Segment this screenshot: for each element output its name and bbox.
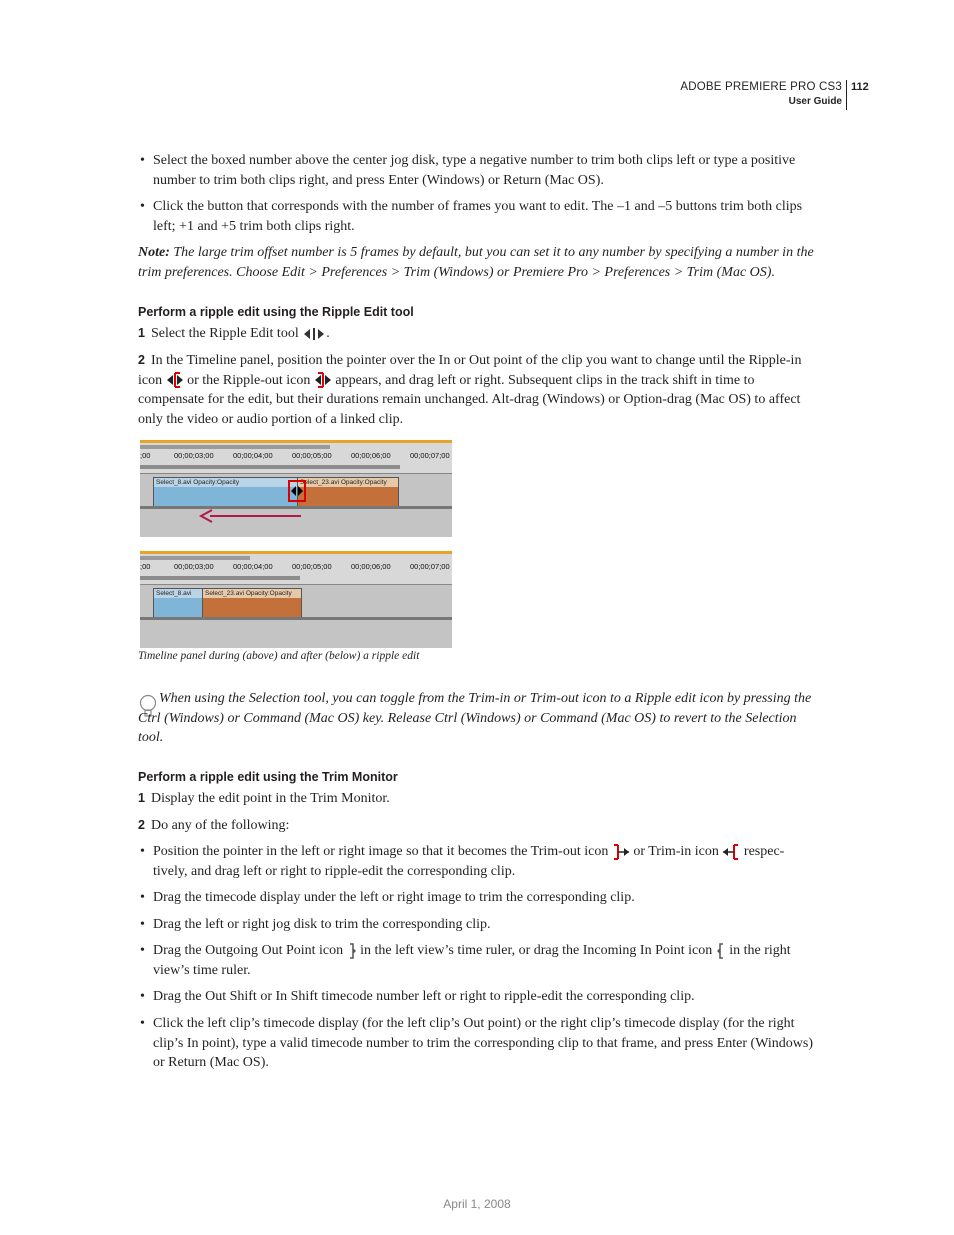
section-heading-ripple-tool: Perform a ripple edit using the Ripple Edit tool	[138, 305, 414, 319]
step-2: 2 In the Timeline panel, position the pointer over the In or Out point of the clip you want to change until the Ripple-in icon or the Ripple-out icon appears, and drag left or right. Subsequent clips in the track shift in time to compensate for the edit, but their durations remain unchanged. Alt-drag (Windows) or Option-drag (Mac OS) to affect only the video or audio portion of a linked clip.	[138, 353, 802, 427]
bullet-text: Drag the left or right jog disk to trim the corresponding clip.	[153, 917, 491, 932]
drag-direction-arrow	[198, 508, 303, 524]
section-heading-trim-monitor: Perform a ripple edit using the Trim Monitor	[138, 770, 398, 784]
step-number: 1	[138, 791, 145, 805]
tip-paragraph: When using the Selection tool, you can toggle from the Trim-in or Trim-out icon to a Ripple edit icon by pressing the Ctrl (Windows) or Command (Mac OS) key. Release Ctrl (Windows) or Command (Mac OS) to revert to the Selection tool.	[138, 691, 812, 746]
trim-out-icon	[612, 844, 630, 860]
ripple-in-icon	[166, 372, 184, 388]
bullet-marker: •	[140, 989, 145, 1004]
step-1: 1 Display the edit point in the Trim Monitor.	[138, 791, 390, 806]
clip-select-8: Select_8.avi	[153, 588, 203, 618]
bullet-marker: •	[140, 943, 145, 958]
bullet-marker: •	[140, 199, 145, 214]
bullet-text: Click the left clip’s timecode display (for the left clip’s Out point) or the right clip’s timecode display (for the right clip’s In point), type a valid timecode number to trim the corresponding clip to that frame, and press Enter (Windows) or Return (Mac OS).	[153, 1016, 813, 1071]
step-1: 1 Select the Ripple Edit tool .	[138, 326, 330, 341]
bullet-text: Select the boxed number above the center jog disk, type a negative number to trim both clips left or type a positive number to trim both clips right, and press Enter (Windows) or Return (Mac OS).	[153, 153, 796, 188]
ripple-edit-tool-icon	[302, 327, 326, 341]
note-label: Note:	[138, 245, 170, 260]
bullet-text: Drag the timecode display under the left or right image to trim the corresponding clip.	[153, 890, 635, 905]
timeline-screenshot-below	[140, 551, 452, 648]
timeline-screenshot-above	[140, 440, 452, 537]
bullet-text: Position the pointer in the left or right image so that it becomes the Trim-out icon or Trim-in icon respec-tively, and drag left or right to ripple-edit the corresponding clip.	[153, 844, 785, 879]
clip-select-8: Select_8.avi Opacity:Opacity	[153, 477, 298, 507]
outgoing-out-point-icon	[347, 943, 357, 959]
incoming-in-point-icon	[716, 943, 726, 959]
step-number: 1	[138, 326, 145, 340]
bullet-text: Click the button that corresponds with the number of frames you want to edit. The –1 and –5 buttons trim both clips left; +1 and +5 trim both clips right.	[153, 199, 803, 234]
time-ruler: ;00 00;00;03;00 00;00;04;00 00;00;05;00 00;00;06;00 00;00;07;00	[140, 562, 450, 571]
bullet-marker: •	[140, 1016, 145, 1031]
note-paragraph	[138, 243, 814, 282]
bullet-text: Drag the Outgoing Out Point icon in the left view’s time ruler, or drag the Incoming In Point icon in the right view’s time ruler.	[153, 943, 791, 978]
note-text: The large trim offset number is 5 frames by default, but you can set it to any number by specifying a number in the trim preferences. Choose Edit > Preferences > Trim (Windows) or Premiere Pro > Preferences > Trim (Mac OS).	[138, 245, 814, 280]
figure-caption: Timeline panel during (above) and after (below) a ripple edit	[138, 650, 420, 662]
product-name: ADOBE PREMIERE PRO CS3	[680, 81, 842, 93]
ripple-cursor-icon	[288, 480, 306, 502]
bullet-marker: •	[140, 917, 145, 932]
step-text: Select the Ripple Edit tool	[150, 326, 299, 341]
step-number: 2	[138, 353, 145, 367]
step-2: 2 Do any of the following:	[138, 818, 290, 833]
clip-select-23: Select_23.avi Opacity:Opacity	[202, 588, 302, 618]
header-divider	[846, 80, 847, 110]
page-number: 112	[851, 81, 869, 93]
step-number: 2	[138, 818, 145, 832]
footer-date: April 1, 2008	[443, 1197, 511, 1211]
bullet-text: Drag the Out Shift or In Shift timecode number left or right to ripple-edit the corresponding clip.	[153, 989, 695, 1004]
bullet-marker: •	[140, 153, 145, 168]
ripple-out-icon	[314, 372, 332, 388]
time-ruler: ;00 00;00;03;00 00;00;04;00 00;00;05;00 00;00;06;00 00;00;07;00	[140, 451, 450, 460]
bullet-marker: •	[140, 890, 145, 905]
running-header	[680, 80, 842, 110]
trim-in-icon	[722, 844, 740, 860]
bullet-marker: •	[140, 844, 145, 859]
clip-select-23: Select_23.avi Opacity:Opacity	[297, 477, 399, 507]
guide-name: User Guide	[788, 96, 842, 107]
